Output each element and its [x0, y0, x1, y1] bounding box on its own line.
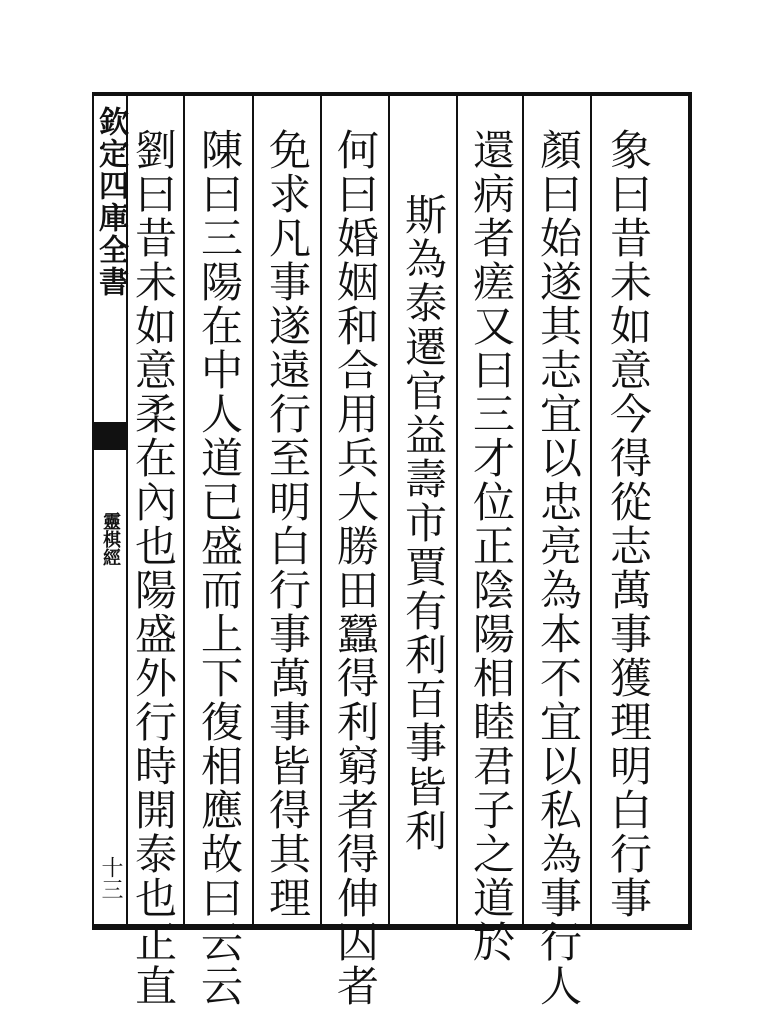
text-column: 陳曰三陽在中人道已盛而上下復相應故曰云云 — [195, 128, 244, 1008]
book-title: 靈棋經 — [100, 512, 121, 566]
column-rule — [590, 96, 592, 924]
text-column: 何曰婚姻和合用兵大勝田蠶得利窮者得伸囚者 — [331, 128, 380, 1008]
column-rule — [388, 96, 390, 924]
text-column: 免求凡事遂遠行至明白行事萬事皆得其理 — [263, 128, 312, 920]
column-rule — [456, 96, 458, 924]
text-column: 還病者瘥又曰三才位正陰陽相睦君子之道於 — [467, 128, 516, 964]
collection-title: 欽定四庫全書 — [93, 106, 128, 298]
text-column: 劉曰昔未如意柔在內也陽盛外行時開泰也正直 — [129, 128, 178, 1008]
text-column: 斯為泰遷官益壽市賈有利百事皆利 — [399, 193, 448, 853]
column-rule — [252, 96, 254, 924]
column-rule — [320, 96, 322, 924]
page-number: 十三 — [98, 856, 123, 900]
text-column: 象曰昔未如意今得從志萬事獲理明白行事 — [604, 128, 653, 920]
text-column: 顏曰始遂其志宜以忠亮為本不宜以私為事行人 — [534, 128, 583, 1008]
